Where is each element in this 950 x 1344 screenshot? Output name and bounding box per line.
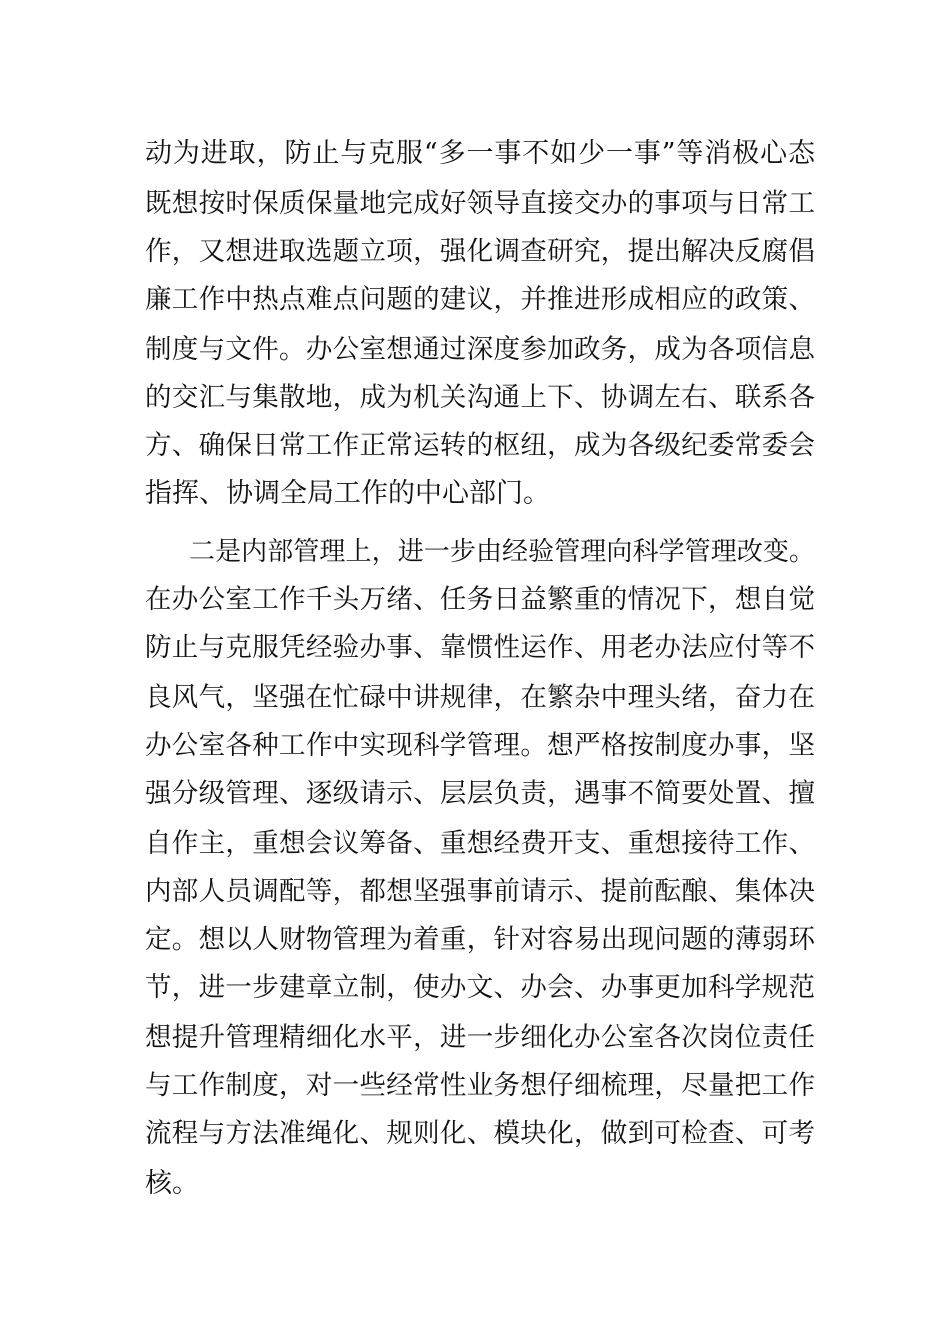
text-line: 想提升管理精细化水平，进一步细化办公室各次岗位责任: [145, 1022, 815, 1053]
text-line: 既想按时保质保量地完成好领导直接交办的事项与日常工: [145, 188, 815, 219]
text-line: 动为进取，防止与克服“多一事不如少一事”等消极心态: [145, 138, 815, 169]
text-line: 自作主，重想会议筹备、重想经费开支、重想接待工作、: [145, 828, 815, 859]
text-line: 内部人员调配等，都想坚强事前请示、提前酝酿、集体决: [145, 876, 815, 907]
text-line: 作，又想进取选题立项，强化调查研究，提出解决反腐倡: [145, 236, 815, 267]
text-line: 制度与文件。办公室想通过深度参加政务，成为各项信息: [145, 334, 815, 365]
text-line: 强分级管理、逐级请示、层层负责，遇事不简要处置、擅: [145, 778, 815, 809]
text-line: 流程与方法准绳化、规则化、模块化，做到可检查、可考: [145, 1118, 815, 1149]
text-line: 指挥、协调全局工作的中心部门。: [145, 478, 550, 509]
text-line: 节，进一步建章立制，使办文、办会、办事更加科学规范: [145, 972, 815, 1003]
text-line: 防止与克服凭经验办事、靠惯性运作、用老办法应付等不: [145, 632, 815, 663]
text-line: 定。想以人财物管理为着重，针对容易出现问题的薄弱环: [145, 924, 815, 955]
text-line: 办公室各种工作中实现科学管理。想严格按制度办事，坚: [145, 730, 815, 761]
text-line: 方、确保日常工作正常运转的枢纽，成为各级纪委常委会: [145, 430, 815, 461]
text-line: 与工作制度，对一些经常性业务想仔细梳理，尽量把工作: [145, 1070, 815, 1101]
text-line: 核。: [145, 1168, 199, 1199]
text-line: 良风气，坚强在忙碌中讲规律，在繁杂中理头绪，奋力在: [145, 682, 815, 713]
text-line: 二是内部管理上，进一步由经验管理向科学管理改变。: [189, 537, 815, 567]
text-line: 廉工作中热点难点问题的建议，并推进形成相应的政策、: [145, 284, 815, 315]
text-line: 的交汇与集散地，成为机关沟通上下、协调左右、联系各: [145, 382, 815, 413]
text-line: 在办公室工作千头万绪、任务日益繁重的情况下，想自觉: [145, 584, 815, 615]
